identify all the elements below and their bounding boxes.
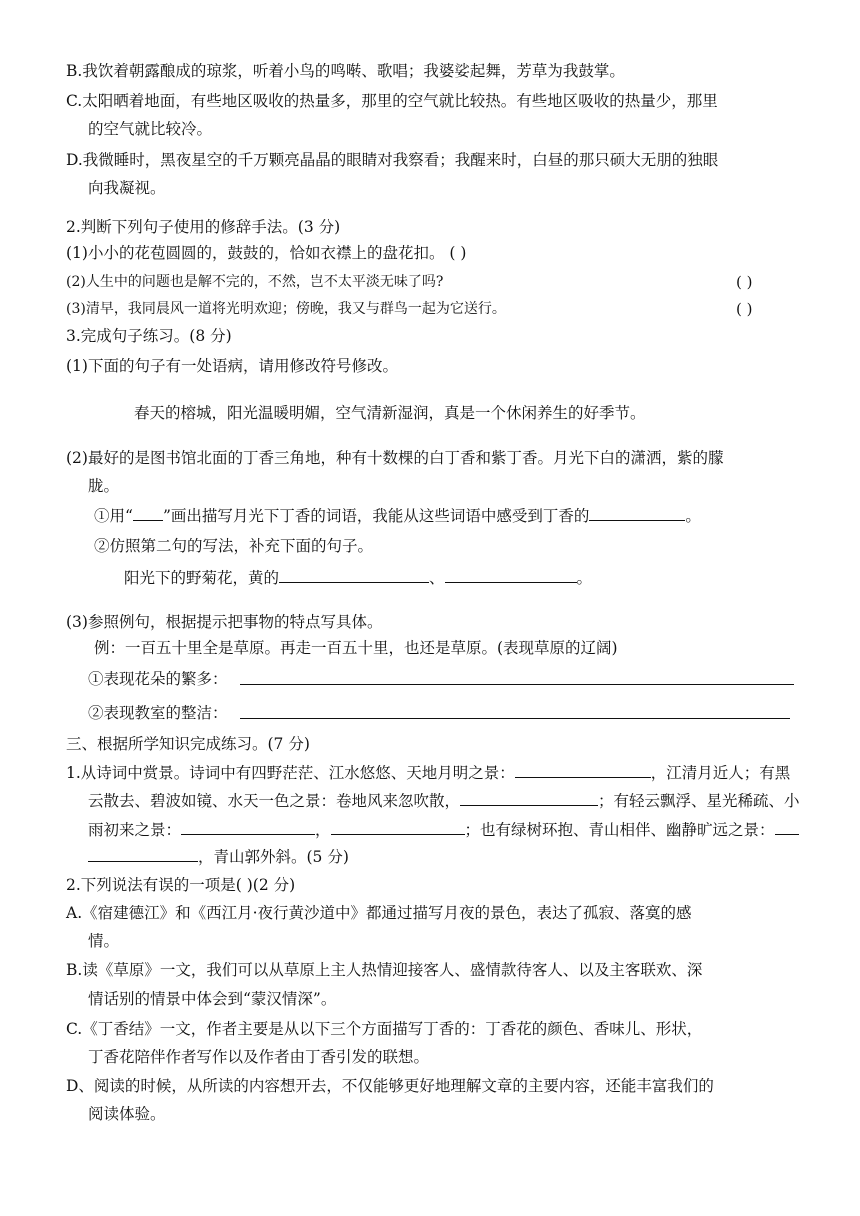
chrysanthemum-blank-2[interactable] <box>445 568 577 583</box>
option-d-line-1: D.我微睡时，黑夜星空的千万颗亮晶晶的眼睛对我察看；我醒来时，白昼的那只硕大无朋的独眼 <box>66 151 719 169</box>
question-2-item-2: (2)人生中的问题也是解不完的，不然，岂不太平淡无味了吗? <box>66 274 444 290</box>
question-3-2-sub-1: ①用“ ”画出描写月光下丁香的词语，我能从这些词语中感受到丁香的 。 <box>94 507 701 525</box>
answer-paren-3[interactable]: ( ) <box>736 300 753 318</box>
question-3-3-item-2: ②表现教室的整洁： <box>88 704 228 722</box>
choice-d-line-1: D、阅读的时候，从所读的内容想开去，不仅能够更好地理解文章的主要内容，还能丰富我们的 <box>66 1077 714 1095</box>
lilac-feeling-blank[interactable] <box>589 506 685 521</box>
question-3-3-item-1: ①表现花朵的繁多： <box>88 670 228 688</box>
question-3-1-sentence: 春天的榕城，阳光温暖明媚，空气清新湿润，真是一个休闲养生的好季节。 <box>134 404 646 422</box>
underline-mark-blank[interactable] <box>133 506 163 521</box>
poem-blank-5a[interactable] <box>775 820 799 835</box>
question-3-1-prompt: (1)下面的句子有一处语病，请用修改符号修改。 <box>66 357 398 375</box>
option-d-line-2: 向我凝视。 <box>88 179 166 197</box>
section-3-title: 三、根据所学知识完成练习。(7 分) <box>66 735 310 753</box>
question-3-2-title: 2.下列说法有误的一项是( )(2 分) <box>66 876 296 894</box>
question-3-3-prompt: (3)参照例句，根据提示把事物的特点写具体。 <box>66 613 383 631</box>
question-3-3-example: 例：一百五十里全是草原。再走一百五十里，也还是草原。(表现草原的辽阔) <box>94 639 618 657</box>
question-3-2-sub-2: ②仿照第二句的写法，补充下面的句子。 <box>94 537 374 555</box>
choice-b-line-1: B.读《草原》一文，我们可以从草原上主人热情迎接客人、盛情款待客人、以及主客联欢、深 <box>66 961 703 979</box>
poem-blank-1[interactable] <box>515 763 651 778</box>
choice-a-line-2: 情。 <box>88 932 120 950</box>
question-3-2-fill-sentence: 阳光下的野菊花，黄的 、 。 <box>124 569 593 587</box>
question-3-1-poetry-line-4: ，青山郭外斜。(5 分) <box>88 847 349 867</box>
option-b-line: B.我饮着朝露酿成的琼浆，听着小鸟的鸣啭、歌唱；我婆娑起舞，芳草为我鼓掌。 <box>66 62 625 80</box>
question-3-2-text-1: (2)最好的是图书馆北面的丁香三角地，种有十数棵的白丁香和紫丁香。月光下白的潇洒，紫的朦 <box>66 449 724 467</box>
chrysanthemum-blank-1[interactable] <box>279 568 429 583</box>
choice-d-line-2: 阅读体验。 <box>88 1105 166 1123</box>
choice-c-line-2: 丁香花陪伴作者写作以及作者由丁香引发的联想。 <box>88 1048 430 1066</box>
question-3-title: 3.完成句子练习。(8 分) <box>66 327 232 345</box>
question-3-1-poetry-line-2: 云散去、碧波如镜、水天一色之景：卷地风来忽吹散， ；有轻云飘浮、星光稀疏、小 <box>88 792 800 810</box>
answer-paren-2[interactable]: ( ) <box>736 273 753 291</box>
choice-b-line-2: 情话别的情景中体会到“蒙汉情深”。 <box>88 990 337 1008</box>
question-3-2-text-2: 胧。 <box>88 477 120 495</box>
flowers-answer-line[interactable] <box>240 684 794 685</box>
question-2-item-3: (3)清早，我同晨风一道将光明欢迎；傍晚，我又与群鸟一起为它送行。 <box>66 301 506 317</box>
question-3-1-poetry-line-1: 1.从诗词中赏景。诗词中有四野茫茫、江水悠悠、天地月明之景： ，江清月近人；有黑 <box>66 764 791 782</box>
choice-c-line-1: C.《丁香结》一文，作者主要是从以下三个方面描写丁香的：丁香花的颜色、香味儿、形状， <box>66 1020 703 1038</box>
poem-blank-2[interactable] <box>460 791 598 806</box>
question-3-1-poetry-line-3: 雨初来之景： ， ；也有绿树环抱、青山相伴、幽静旷远之景： <box>88 820 799 840</box>
poem-blank-4[interactable] <box>331 820 465 835</box>
question-2-title: 2.判断下列句子使用的修辞手法。(3 分) <box>66 218 341 236</box>
poem-blank-5b[interactable] <box>88 847 198 862</box>
option-c-line-1: C.太阳晒着地面，有些地区吸收的热量多，那里的空气就比较热。有些地区吸收的热量少，那里 <box>66 92 718 110</box>
choice-a-line-1: A.《宿建德江》和《西江月·夜行黄沙道中》都通过描写月夜的景色，表达了孤寂、落寞的感 <box>66 904 692 922</box>
poem-blank-3[interactable] <box>181 820 315 835</box>
classroom-answer-line[interactable] <box>240 718 790 719</box>
option-c-line-2: 的空气就比较冷。 <box>88 120 213 138</box>
question-2-item-1: (1)小小的花苞圆圆的，鼓鼓的，恰如衣襟上的盘花扣。 ( ) <box>66 244 467 262</box>
